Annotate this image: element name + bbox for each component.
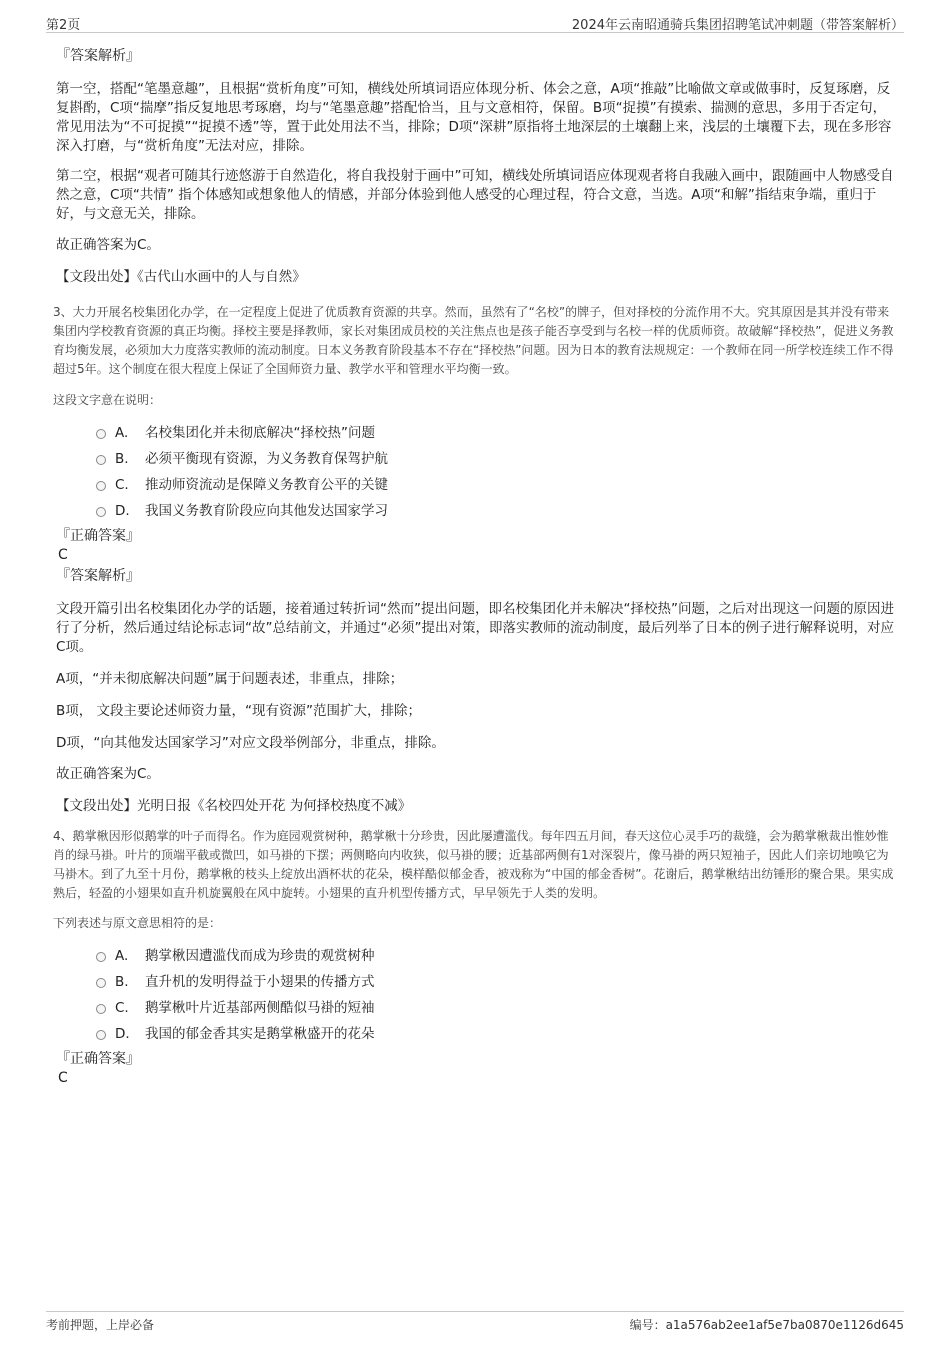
q4-options	[96, 943, 894, 1047]
q3-stem: 3、大力开展名校集团化办学，在一定程度上促进了优质教育资源的共享。然而，虽然有了“名校”的牌子，但对择校的分流作用不大。究其原因是其并没有带来集团内学校教育资源的真正均衡。择校主要是择教师，家长对集团成员校的关注焦点也是孩子能否享受到与名校一样的优质师资。故破解“择校热”，促进义务教育均衡发展，必须加大力度落实教师的流动制度。日本义务教育阶段基本不存在“择校热”问题。因为日本的教育法规规定：一个教师在同一所学校连续工作不得超过5年。这个制度在很大程度上保证了全国师资力量、教学水平和管理水平均衡一致。	[53, 305, 894, 376]
q4-option-c[interactable]: C. 鹅掌楸叶片近基部两侧酷似马褂的短袖	[96, 995, 894, 1021]
q2-conclusion: 故正确答案为C。	[56, 237, 160, 253]
q3-answer: C	[58, 547, 68, 563]
document-title: 2024年云南昭通骑兵集团招聘笔试冲刺题（带答案解析）	[571, 18, 904, 33]
q3-analysis-d: D项，“向其他发达国家学习”对应文段举例部分，非重点，排除。	[56, 735, 445, 751]
radio-button[interactable]	[96, 481, 106, 491]
radio-button[interactable]	[96, 429, 106, 439]
q3-analysis-a: A项，“并未彻底解决问题”属于问题表述，非重点，排除；	[56, 671, 404, 687]
page-number: 第2页	[46, 18, 81, 33]
document-id: 编号：a1a576ab2ee1af5e7ba0870e1126d645	[629, 1318, 904, 1332]
page-footer	[46, 1311, 904, 1334]
q4-stem: 4、鹅掌楸因形似鹅掌的叶子而得名。作为庭园观赏树种，鹅掌楸十分珍贵，因此屡遭滥伐。每年四五月间，春天这位心灵手巧的裁缝，会为鹅掌楸裁出惟妙惟肖的绿马褂。叶片的顶端平截或微凹，如马褂的下摆；两侧略向内收狭，似马褂的腰；近基部两侧有1对深裂片，像马褂的两只短袖子，因此人们亲切地唤它为马褂木。到了九至十月份，鹅掌楸的枝头上绽放出酒杯状的花朵，模样酷似郁金香，被戏称为“中国的郁金香树”。花谢后，鹅掌楸结出纺锤形的聚合果。果实成熟后，轻盈的小翅果如直升机旋翼般在风中旋转。小翅果的直升机型传播方式，早早领先于人类的发明。	[53, 829, 894, 900]
page-header	[46, 12, 904, 33]
q2-analysis-para1: 第一空，搭配“笔墨意趣”，且根据“赏析角度”可知，横线处所填词语应体现分析、体会之意，A项“推敲”比喻做文章或做事时，反复琢磨，反复斟酌，C项“揣摩”指反复地思考琢磨，均与“笔墨意趣”搭配恰当，且与文意相符，保留。B项“捉摸”有摸索、揣测的意思，多用于否定句，常见用法为“不可捉摸”“捉摸不透”等，置于此处用法不当，排除；D项“深耕”原指将土地深层的土壤翻上来，浅层的土壤覆下去，现在多形容深入打磨，与“赏析角度”无法对应，排除。	[56, 81, 892, 154]
q3-question: 这段文字意在说明：	[53, 393, 162, 407]
q4-answer: C	[58, 1070, 68, 1086]
radio-button[interactable]	[96, 1004, 106, 1014]
q3-option-b[interactable]: B. 必须平衡现有资源，为义务教育保驾护航	[96, 446, 894, 472]
q3-answer-label: 『正确答案』	[56, 528, 140, 544]
q4-answer-label: 『正确答案』	[56, 1051, 140, 1067]
q2-analysis-label: 『答案解析』	[56, 48, 140, 64]
radio-button[interactable]	[96, 507, 106, 517]
q3-analysis-label: 『答案解析』	[56, 568, 140, 584]
q3-analysis-b: B项， 文段主要论述师资力量，“现有资源”范围扩大，排除；	[56, 703, 422, 719]
q4-question: 下列表述与原文意思相符的是：	[53, 916, 222, 930]
q2-analysis-para2: 第二空，根据“观者可随其行迹悠游于自然造化，将自我投射于画中”可知，横线处所填词语应体现观者将自我融入画中，跟随画中人物感受自然之意，C项“共情” 指个体感知或想象他人的情感，并部分体验到他人感受的心理过程，符合文意，当选。A项“和解”指结束争端，重归于好，与文意无关，排除。	[56, 168, 894, 222]
q3-option-d[interactable]: D. 我国义务教育阶段应向其他发达国家学习	[96, 498, 894, 524]
page-content	[53, 46, 894, 1087]
radio-button[interactable]	[96, 952, 106, 962]
radio-button[interactable]	[96, 1030, 106, 1040]
footer-slogan: 考前押题，上岸必备	[46, 1318, 155, 1332]
q4-option-d[interactable]: D. 我国的郁金香其实是鹅掌楸盛开的花朵	[96, 1021, 894, 1047]
q4-option-a[interactable]: A. 鹅掌楸因遭滥伐而成为珍贵的观赏树种	[96, 943, 894, 969]
q4-option-b[interactable]: B. 直升机的发明得益于小翅果的传播方式	[96, 969, 894, 995]
q3-source: 【文段出处】光明日报《名校四处开花 为何择校热度不减》	[56, 798, 412, 814]
q3-option-a[interactable]: A. 名校集团化并未彻底解决“择校热”问题	[96, 420, 894, 446]
q3-analysis-para1: 文段开篇引出名校集团化办学的话题，接着通过转折词“然而”提出问题，即名校集团化并未解决“择校热”问题，之后对出现这一问题的原因进行了分析，然后通过结论标志词“故”总结前文，并通过“必须”提出对策，即落实教师的流动制度，最后列举了日本的例子进行解释说明，对应C项。	[56, 601, 894, 655]
radio-button[interactable]	[96, 978, 106, 988]
q3-conclusion: 故正确答案为C。	[56, 766, 160, 782]
q2-source: 【文段出处】《古代山水画中的人与自然》	[56, 269, 306, 285]
q3-options	[96, 420, 894, 524]
q3-option-c[interactable]: C. 推动师资流动是保障义务教育公平的关键	[96, 472, 894, 498]
radio-button[interactable]	[96, 455, 106, 465]
